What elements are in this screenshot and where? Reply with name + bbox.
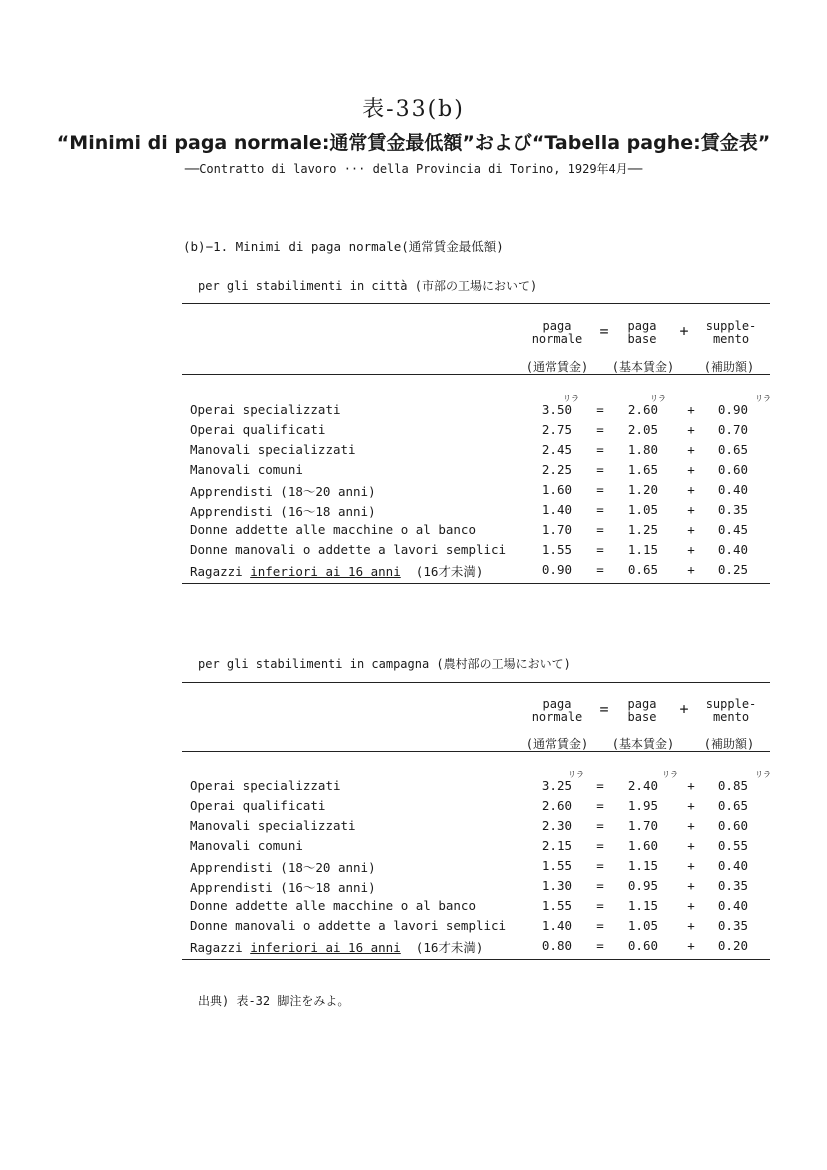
city-hdr-jp-base: (基本賃金) [611, 360, 675, 374]
table-row [0, 818, 827, 838]
row-label: Manovali specializzati [190, 818, 356, 833]
table-row [0, 778, 827, 798]
row-label: Manovali comuni [190, 838, 303, 853]
table-row [0, 522, 827, 542]
equals-sign: = [596, 422, 604, 437]
cell-normale: 2.45 [541, 442, 572, 457]
cell-base: 2.40 [627, 778, 658, 793]
city-group-title: per gli stabilimenti in città (市部の工場において) [198, 279, 538, 293]
equals-sign: = [596, 878, 604, 893]
cell-base: 1.15 [627, 898, 658, 913]
cell-supplemento: 0.45 [717, 522, 748, 537]
city-lira-unit: リラ [563, 394, 579, 403]
table-row [0, 838, 827, 858]
cell-base: 0.60 [627, 938, 658, 953]
plus-sign: + [687, 562, 695, 577]
row-label: Apprendisti (16〜18 anni) [190, 880, 376, 895]
city-lira-unit: リラ [755, 394, 771, 403]
cell-base: 1.25 [627, 522, 658, 537]
cell-normale: 3.25 [541, 778, 572, 793]
plus-sign: + [687, 482, 695, 497]
table-title: “Minimi di paga normale:通常賃金最低額”および“Tabella paghe:賃金表” [56, 132, 771, 154]
cell-normale: 1.70 [541, 522, 572, 537]
equals-sign: = [596, 858, 604, 873]
row-label: Donne manovali o addette a lavori semplici [190, 918, 507, 933]
city-hdr-eq: = [599, 322, 609, 340]
cell-normale: 0.80 [541, 938, 572, 953]
equals-sign: = [596, 938, 604, 953]
table-row [0, 938, 827, 958]
table-row [0, 798, 827, 818]
equals-sign: = [596, 482, 604, 497]
cell-supplemento: 0.40 [717, 542, 748, 557]
row-label: Operai specializzati [190, 402, 341, 417]
equals-sign: = [596, 798, 604, 813]
equals-sign: = [596, 462, 604, 477]
country-group-title: per gli stabilimenti in campagna (農村部の工場において) [198, 657, 571, 671]
country-hdr-eq: = [599, 700, 609, 718]
plus-sign: + [687, 798, 695, 813]
plus-sign: + [687, 918, 695, 933]
cell-supplemento: 0.35 [717, 878, 748, 893]
row-label-jp: (16才未満) [415, 940, 484, 955]
equals-sign: = [596, 838, 604, 853]
equals-sign: = [596, 818, 604, 833]
row-label [190, 562, 483, 580]
row-label: Apprendisti (16〜18 anni) [190, 504, 376, 519]
cell-supplemento: 0.65 [717, 442, 748, 457]
row-label-start: Ragazzi [190, 940, 251, 955]
source-note: 出典) 表-32 脚注をみよ。 [198, 994, 350, 1008]
cell-normale: 2.15 [541, 838, 572, 853]
equals-sign: = [596, 778, 604, 793]
city-bottom-rule [182, 583, 770, 584]
row-label: Donne addette alle macchine o al banco [190, 522, 476, 537]
plus-sign: + [687, 818, 695, 833]
cell-normale: 1.40 [541, 502, 572, 517]
city-top-rule [182, 303, 770, 304]
cell-base: 2.05 [627, 422, 658, 437]
plus-sign: + [687, 838, 695, 853]
cell-normale: 1.55 [541, 542, 572, 557]
city-hdr-paga-normale: paga normale [531, 319, 583, 346]
row-label-start: Ragazzi [190, 564, 251, 579]
contract-subtitle: ──Contratto di lavoro ··· della Provincia di Torino, 1929年4月── [184, 162, 643, 176]
cell-supplemento: 0.85 [717, 778, 748, 793]
cell-base: 1.05 [627, 502, 658, 517]
cell-base: 1.95 [627, 798, 658, 813]
row-label-underlined: inferiori ai 16 anni [250, 564, 401, 579]
country-hdr-jp-supplemento: (補助額) [703, 737, 755, 751]
cell-supplemento: 0.70 [717, 422, 748, 437]
cell-supplemento: 0.40 [717, 858, 748, 873]
equals-sign: = [596, 898, 604, 913]
country-lira-unit: リラ [568, 770, 584, 779]
city-hdr-jp-supplemento: (補助額) [703, 360, 755, 374]
table-number: 表-33(b) [362, 97, 465, 122]
cell-supplemento: 0.55 [717, 838, 748, 853]
cell-base: 0.65 [627, 562, 658, 577]
city-lira-unit: リラ [650, 394, 666, 403]
row-label: Donne addette alle macchine o al banco [190, 898, 476, 913]
plus-sign: + [687, 778, 695, 793]
city-hdr-jp-normale: (通常賃金) [525, 360, 589, 374]
country-hdr-supplemento: supple- mento [705, 697, 757, 724]
city-hdr-plus: + [679, 322, 689, 340]
plus-sign: + [687, 542, 695, 557]
plus-sign: + [687, 462, 695, 477]
country-hdr-paga-base: paga base [627, 697, 657, 724]
cell-normale: 1.55 [541, 858, 572, 873]
cell-normale: 2.75 [541, 422, 572, 437]
row-label: Operai qualificati [190, 422, 326, 437]
city-hdr-supplemento: supple- mento [705, 319, 757, 346]
country-hdr-jp-normale: (通常賃金) [525, 737, 589, 751]
cell-normale: 1.60 [541, 482, 572, 497]
cell-normale: 1.40 [541, 918, 572, 933]
cell-base: 2.60 [627, 402, 658, 417]
table-row [0, 858, 827, 878]
row-label: Apprendisti (18〜20 anni) [190, 484, 376, 499]
cell-supplemento: 0.60 [717, 818, 748, 833]
table-row [0, 562, 827, 582]
table-row [0, 878, 827, 898]
country-top-rule [182, 682, 770, 683]
cell-supplemento: 0.35 [717, 502, 748, 517]
country-lira-unit: リラ [662, 770, 678, 779]
row-label [190, 938, 483, 956]
cell-supplemento: 0.20 [717, 938, 748, 953]
country-hdr-paga-normale: paga normale [531, 697, 583, 724]
row-label-underlined: inferiori ai 16 anni [250, 940, 401, 955]
plus-sign: + [687, 442, 695, 457]
cell-base: 1.15 [627, 542, 658, 557]
row-label: Manovali comuni [190, 462, 303, 477]
row-label: Apprendisti (18〜20 anni) [190, 860, 376, 875]
cell-normale: 3.50 [541, 402, 572, 417]
row-label-jp: (16才未満) [415, 564, 484, 579]
cell-supplemento: 0.25 [717, 562, 748, 577]
cell-supplemento: 0.40 [717, 898, 748, 913]
cell-supplemento: 0.90 [717, 402, 748, 417]
row-label: Manovali specializzati [190, 442, 356, 457]
row-label: Operai specializzati [190, 778, 341, 793]
row-label: Operai qualificati [190, 798, 326, 813]
table-row [0, 542, 827, 562]
cell-base: 1.05 [627, 918, 658, 933]
table-row [0, 918, 827, 938]
plus-sign: + [687, 422, 695, 437]
country-bottom-rule [182, 959, 770, 960]
cell-normale: 2.30 [541, 818, 572, 833]
cell-supplemento: 0.65 [717, 798, 748, 813]
equals-sign: = [596, 562, 604, 577]
cell-base: 1.15 [627, 858, 658, 873]
table-row [0, 482, 827, 502]
cell-base: 1.60 [627, 838, 658, 853]
country-header-rule [182, 751, 770, 752]
row-label: Donne manovali o addette a lavori semplici [190, 542, 507, 557]
country-hdr-plus: + [679, 700, 689, 718]
equals-sign: = [596, 542, 604, 557]
table-row [0, 898, 827, 918]
equals-sign: = [596, 502, 604, 517]
plus-sign: + [687, 938, 695, 953]
city-header-rule [182, 374, 770, 375]
table-row [0, 462, 827, 482]
plus-sign: + [687, 878, 695, 893]
table-row [0, 402, 827, 422]
plus-sign: + [687, 522, 695, 537]
cell-base: 1.65 [627, 462, 658, 477]
equals-sign: = [596, 918, 604, 933]
table-row [0, 422, 827, 442]
cell-normale: 2.60 [541, 798, 572, 813]
cell-base: 0.95 [627, 878, 658, 893]
equals-sign: = [596, 402, 604, 417]
cell-base: 1.80 [627, 442, 658, 457]
cell-base: 1.20 [627, 482, 658, 497]
city-hdr-paga-base: paga base [627, 319, 657, 346]
equals-sign: = [596, 442, 604, 457]
cell-supplemento: 0.40 [717, 482, 748, 497]
plus-sign: + [687, 502, 695, 517]
cell-normale: 2.25 [541, 462, 572, 477]
country-lira-unit: リラ [755, 770, 771, 779]
country-hdr-jp-base: (基本賃金) [611, 737, 675, 751]
cell-normale: 1.55 [541, 898, 572, 913]
cell-supplemento: 0.35 [717, 918, 748, 933]
cell-supplemento: 0.60 [717, 462, 748, 477]
table-row [0, 502, 827, 522]
section-heading: (b)−1. Minimi di paga normale(通常賃金最低額) [183, 239, 504, 254]
plus-sign: + [687, 858, 695, 873]
equals-sign: = [596, 522, 604, 537]
plus-sign: + [687, 898, 695, 913]
cell-base: 1.70 [627, 818, 658, 833]
plus-sign: + [687, 402, 695, 417]
cell-normale: 1.30 [541, 878, 572, 893]
table-row [0, 442, 827, 462]
cell-normale: 0.90 [541, 562, 572, 577]
